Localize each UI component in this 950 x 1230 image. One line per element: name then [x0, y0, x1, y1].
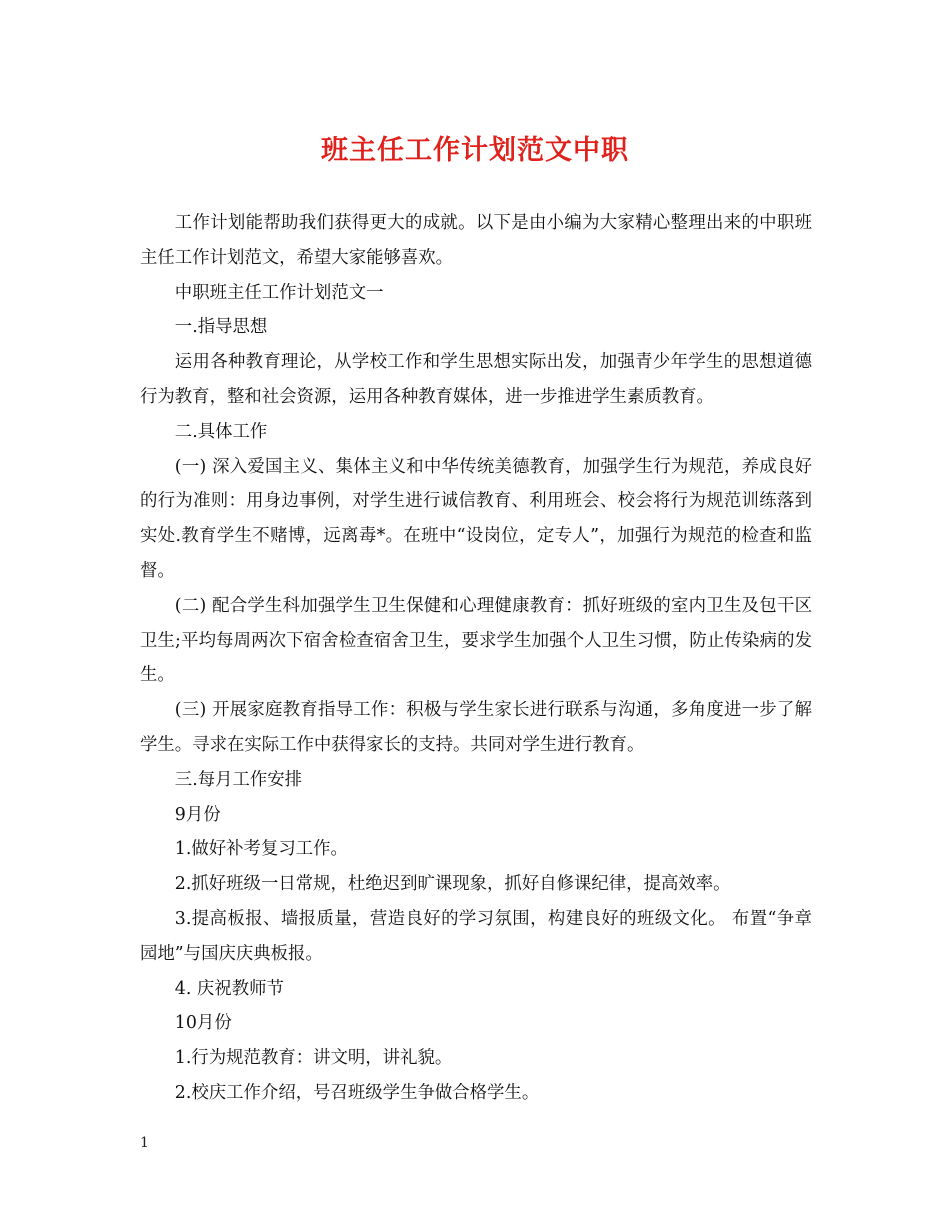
list-item: 1.做好补考复习工作。 [174, 839, 348, 860]
document-title: 班主任工作计划范文中职 [321, 135, 629, 166]
section-heading: 中职班主任工作计划范文一 [174, 282, 384, 303]
section-heading: 二.具体工作 [174, 421, 268, 442]
body-paragraph: 运用各种教育理论，从学校工作和学生思想实际出发，加强青少年学生的思想道德行为教育，整和社会资源，运用各种教育媒体，进一步推进学生素质教育。 [140, 352, 812, 407]
list-item: 1.行为规范教育：讲文明，讲礼貌。 [174, 1048, 453, 1069]
body-paragraph: (三) 开展家庭教育指导工作：积极与学生家长进行联系与沟通，多角度进一步了解学生。寻求在实际工作中获得家长的支持。共同对学生进行教育。 [140, 700, 812, 755]
page-number: 1 [140, 1135, 149, 1151]
list-item: 3.提高板报、墙报质量，营造良好的学习氛围，构建良好的班级文化。 布置“争章园地”与国庆庆典板报。 [140, 908, 812, 964]
body-paragraph: (一) 深入爱国主义、集体主义和中华传统美德教育，加强学生行为规范，养成良好的行为准则：用身边事例，对学生进行诚信教育、利用班会、校会将行为规范训练落到实处.教育学生不赌博，远离毒*。在班中“设岗位，定专人”，加强行为规范的检查和监督。 [140, 456, 812, 581]
document-body [140, 206, 812, 1111]
list-item: 4. 庆祝教师节 [174, 978, 284, 999]
list-item: 2.抓好班级一日常规，杜绝迟到旷课现象，抓好自修课纪律，提高效率。 [174, 874, 731, 895]
section-heading: 三.每月工作安排 [174, 769, 303, 790]
section-heading: 一.指导思想 [174, 317, 268, 338]
list-item: 2.校庆工作介绍，号召班级学生争做合格学生。 [174, 1082, 540, 1103]
month-heading: 9月份 [174, 804, 221, 825]
body-paragraph: (二) 配合学生科加强学生卫生保健和心理健康教育：抓好班级的室内卫生及包干区卫生;平均每周两次下宿舍检查宿舍卫生，要求学生加强个人卫生习惯，防止传染病的发生。 [140, 595, 812, 686]
month-heading: 10月份 [174, 1013, 232, 1034]
intro-paragraph: 工作计划能帮助我们获得更大的成就。以下是由小编为大家精心整理出来的中职班主任工作计划范文，希望大家能够喜欢。 [140, 213, 812, 268]
